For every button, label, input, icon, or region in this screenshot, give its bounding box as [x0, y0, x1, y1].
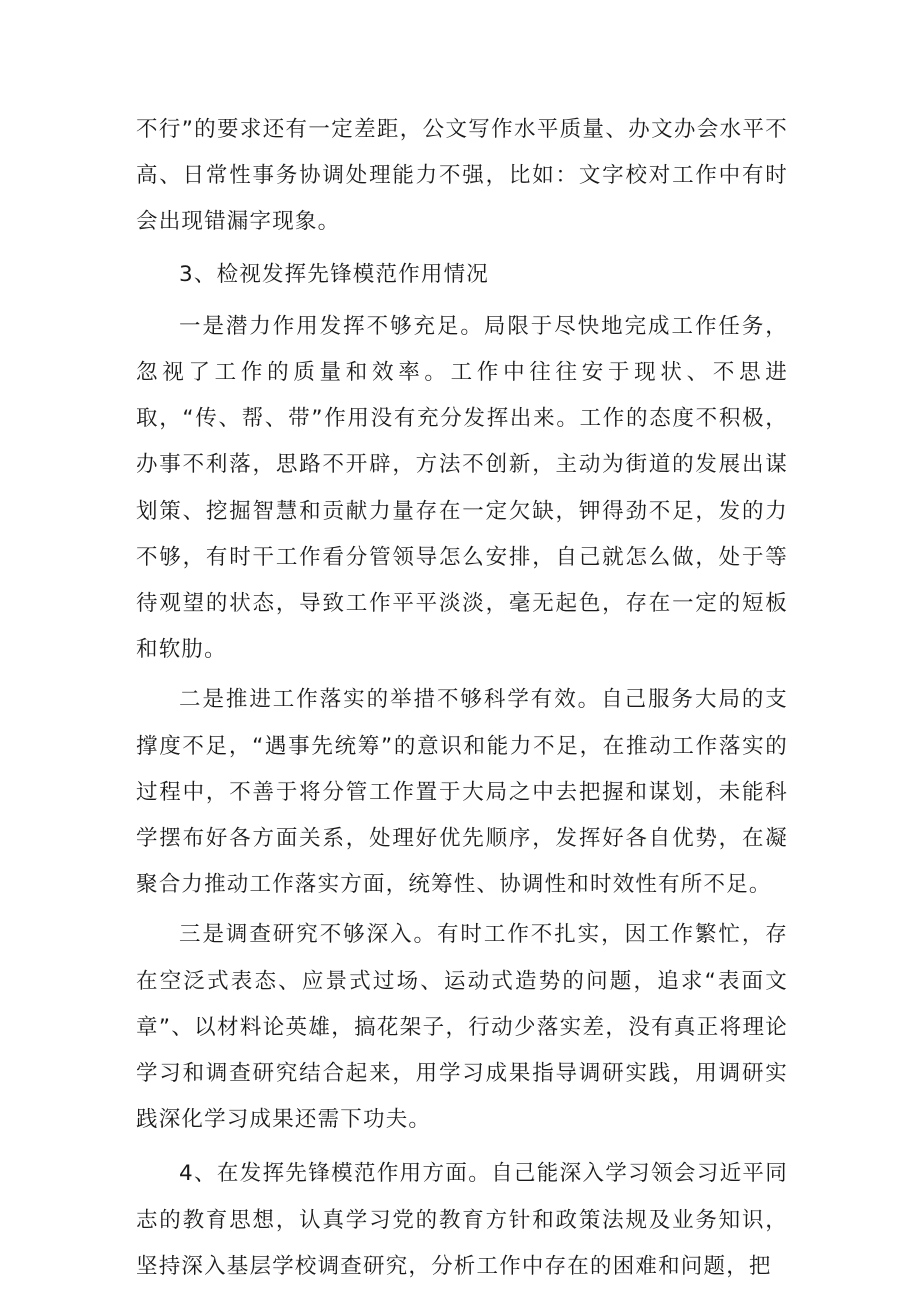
section-heading-3: 3、检视发挥先锋模范作用情况 — [179, 261, 489, 287]
paragraph-point-two: 二是推进工作落实的举措不够科学有效。自己服务大局的支撑度不足，“遇事先统筹”的意识和能力不足，在推动工作落实的过程中，不善于将分管工作置于大局之中去把握和谋划，未能科学摆布好各方面关系，处理好优先顺序，发挥好各自优势，在凝聚合力推动工作落实方面，统筹性、协调性和时效性有所不足。 — [136, 687, 788, 898]
document-body — [136, 107, 788, 1290]
paragraph-point-three: 三是调查研究不够深入。有时工作不扎实，因工作繁忙，存在空泛式表态、应景式过场、运动式造势的问题，追求“表面文章”、以材料论英雄，搞花架子，行动少落实差，没有真正将理论学习和调查研究结合起来，用学习成果指导调研实践，用调研实践深化学习成果还需下功夫。 — [136, 922, 788, 1133]
paragraph-section-4: 4、在发挥先锋模范作用方面。自己能深入学习领会习近平同志的教育思想，认真学习党的教育方针和政策法规及业务知识，坚持深入基层学校调查研究，分析工作中存在的困难和问题，把 — [136, 1161, 788, 1279]
paragraph-point-one: 一是潜力作用发挥不够充足。局限于尽快地完成工作任务，忽视了工作的质量和效率。工作中往往安于现状、不思进取，“传、帮、带”作用没有充分发挥出来。工作的态度不积极，办事不利落，思路不开辟，方法不创新，主动为街道的发展出谋划策、挖掘智慧和贡献力量存在一定欠缺，钾得劲不足，发的力不够，有时干工作看分管领导怎么安排，自己就怎么做，处于等待观望的状态，导致工作平平淡淡，毫无起色，存在一定的短板和软肋。 — [136, 313, 788, 663]
paragraph-continuation: 不行”的要求还有一定差距，公文写作水平质量、办文办会水平不高、日常性事务协调处理能力不强，比如：文字校对工作中有时会出现错漏字现象。 — [136, 117, 788, 235]
